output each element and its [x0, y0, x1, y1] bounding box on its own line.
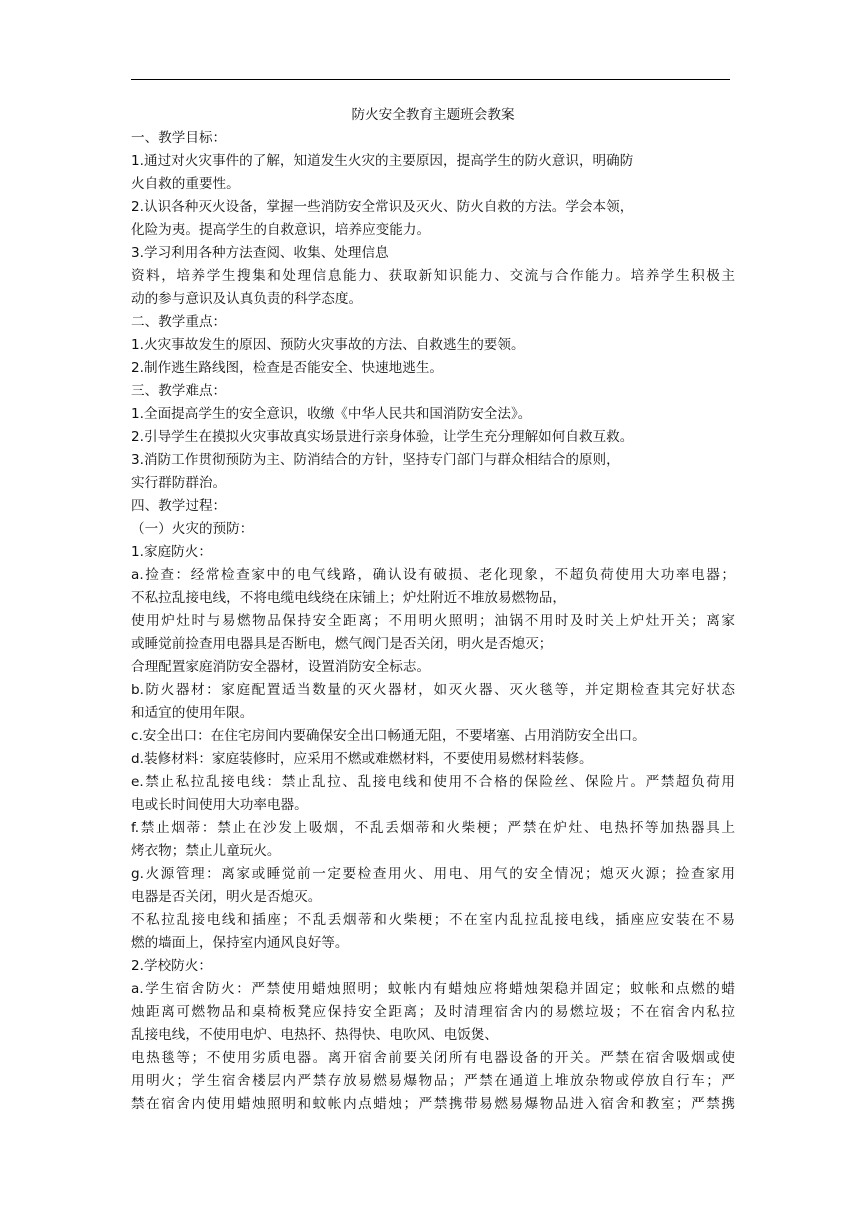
text-line: 实行群防群治。 — [131, 475, 227, 491]
text-line: 或睡觉前捡查用电器具是否断电，燃气阀门是否关闭，明火是否熄灭； — [131, 636, 553, 652]
text-line: d.装修材料：家庭装修时，应采用不燃或难燃材料，不要使用易燃材料装修。 — [131, 751, 593, 767]
text-line: f.禁止烟蒂：禁止在沙发上吸烟，不乱丢烟蒂和火柴梗；严禁在炉灶、电热抔等加热器具上 — [131, 820, 735, 836]
text-line: 1.家庭防火： — [131, 544, 212, 560]
text-line: （一）火灾的预防： — [131, 521, 254, 537]
text-line: 四、教学过程： — [131, 498, 227, 514]
text-line: 不私拉乱接电线和插座；不乱丢烟蒂和火柴梗；不在室内乱拉乱接电线，插座应安装在不易 — [131, 912, 735, 928]
text-line: e.禁止私拉乱接电线：禁止乱拉、乱接电线和使用不合格的保险丝、保险片。严禁超负荷用 — [131, 774, 735, 790]
text-line: 电热毯等；不使用劣质电器。离开宿舍前要关闭所有电器设备的开关。严禁在宿舍吸烟或使 — [131, 1050, 735, 1066]
header-rule — [131, 79, 730, 80]
text-line: 乱接电线，不使用电炉、电热抔、热得快、电吹风、电饭煲、 — [131, 1027, 499, 1043]
text-line: 3.消防工作贯彻预防为主、防消结合的方针，坚持专门部门与群众相结合的原则， — [131, 452, 620, 468]
text-line: 电器是否关闭，明火是否熄灭。 — [131, 889, 322, 905]
text-line: a.学生宿舍防火：严禁使用蜡烛照明；蚊帐内有蜡烛应将蜡烛架稳并固定；蚊帐和点燃的蜡 — [131, 981, 735, 997]
text-line: 三、教学难点： — [131, 383, 227, 399]
text-line: 和适宜的使用年限。 — [131, 705, 254, 721]
text-line: 一、教学目标： — [131, 130, 227, 146]
text-line: c.安全出口：在住宅房间内要确保安全出口畅通无阻，不要堵塞、占用消防安全出口。 — [131, 728, 646, 744]
text-line: 化险为夷。提高学生的自救意识，培养应变能力。 — [131, 222, 431, 238]
text-line: 2.引导学生在摸拟火灾事故真实场景进行亲身体验，让学生充分理解如何自救互救。 — [131, 429, 634, 445]
text-line: 使用炉灶时与易燃物品保持安全距离；不用明火照明；油锅不用时及时关上炉灶开关；离家 — [131, 613, 735, 629]
text-line: 电或长时间使用大功率电器。 — [131, 797, 308, 813]
text-line: 2.学校防火： — [131, 958, 212, 974]
document-body — [131, 104, 735, 1116]
text-line: 烤衣物；禁止儿童玩火。 — [131, 843, 281, 859]
text-line: 不私拉乱接电线，不将电缆电线绕在床铺上；炉灶附近不堆放易燃物品， — [131, 590, 566, 606]
text-line: 2.制作逃生路线图，检查是否能安全、快速地逃生。 — [131, 360, 444, 376]
text-line: 燃的墙面上，保持室内通风良好等。 — [131, 935, 349, 951]
text-line: 禁在宿舍内使用蜡烛照明和蚊帐内点蜡烛；严禁携带易燃易爆物品进入宿舍和教室；严禁携 — [131, 1096, 735, 1112]
text-line: 资料，培养学生搜集和处理信息能力、获取新知识能力、交流与合作能力。培养学生积极主 — [131, 268, 735, 284]
text-line: 火自救的重要性。 — [131, 176, 240, 192]
document-title: 防火安全教育主题班会教案 — [351, 107, 515, 123]
text-line: a.捡查：经常检查家中的电气线路，确认设有破损、老化现象，不超负荷使用大功率电器； — [131, 567, 735, 583]
text-line: 合理配置家庭消防安全器材，设置消防安全标志。 — [131, 659, 431, 675]
text-line: 2.认识各种灭火设备，掌握一些消防安全常识及灭火、防火自救的方法。学会本领， — [131, 199, 634, 215]
text-line: b.防火器材：家庭配置适当数量的灭火器材，如灭火器、灭火毯等，并定期检查其完好状态 — [131, 682, 735, 698]
text-line: 1.火灾事故发生的原因、预防火灾事故的方法、自救逃生的要领。 — [131, 337, 525, 353]
text-line: 1.全面提高学生的安全意识，收缴《中华人民共和国消防安全法》。 — [131, 406, 532, 422]
text-line: 动的参与意识及认真负责的科学态度。 — [131, 291, 363, 307]
text-line: g.火源管理：离家或睡觉前一定要检查用火、用电、用气的安全情况；熄灭火源；捡查家用 — [131, 866, 735, 882]
text-line: 3.学习利用各种方法查阅、收集、处理信息 — [131, 245, 389, 261]
text-line: 用明火；学生宿舍楼层内严禁存放易燃易爆物品；严禁在通道上堆放杂物或停放自行车；严 — [131, 1073, 735, 1089]
text-line: 烛距离可燃物品和桌椅板凳应保持安全距离；及时清理宿舍内的易燃垃圾；不在宿舍内私拉 — [131, 1004, 735, 1020]
text-line: 1.通过对火灾事件的了解，知道发生火灾的主要原因，提高学生的防火意识，明确防 — [131, 153, 634, 169]
text-line: 二、教学重点： — [131, 314, 227, 330]
